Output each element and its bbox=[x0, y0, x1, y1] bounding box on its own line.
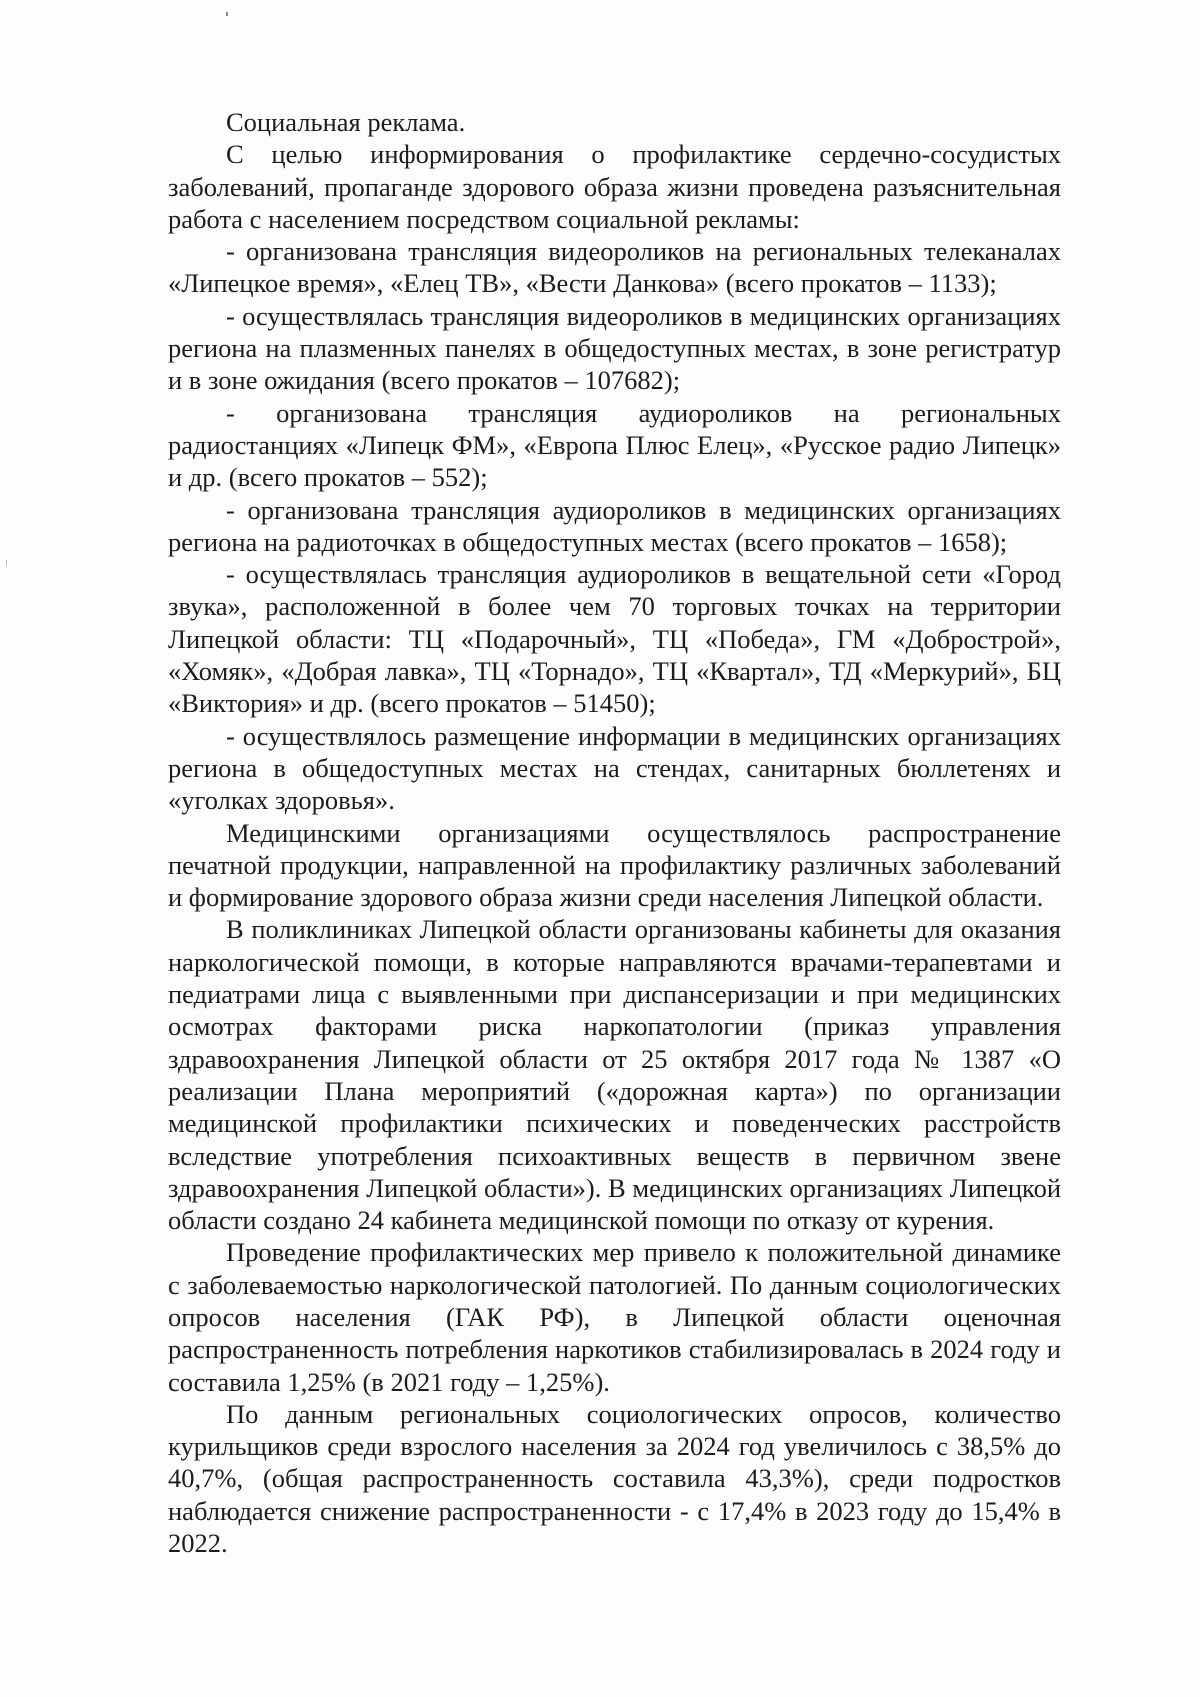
section-title: Социальная реклама. bbox=[226, 107, 466, 137]
scan-speck bbox=[6, 560, 7, 566]
list-item: - осуществлялась трансляция видеороликов в медицинских организациях региона на плазменных панелях в общедоступных местах, в зоне регистратур и в зоне ожидания (всего прокатов – 107682); bbox=[168, 300, 1061, 396]
list-item: - организована трансляция аудиороликов на региональных радиостанциях «Липецк ФМ», «Европа Плюс Елец», «Русское радио Липецк» и др. (всего прокатов – 552); bbox=[168, 397, 1061, 493]
body-paragraph: По данным региональных социологических опросов, количество курильщиков среди взрослого населения за 2024 год увеличилось с 38,5% до 40,7%, (общая распространенность составила 43,3%), среди подростков наблюдается снижение распространенности - с 17,4% в 2023 году до 15,4% в 2022. bbox=[168, 1398, 1061, 1559]
document-body bbox=[168, 106, 1061, 1559]
list-item: - организована трансляция аудиороликов в медицинских организациях региона на радиоточках в общедоступных местах (всего прокатов – 1658); bbox=[168, 494, 1061, 557]
body-paragraph: В поликлиниках Липецкой области организованы кабинеты для оказания наркологической помощи, в которые направляются врачами-терапевтами и педиатрами лица с выявленными при диспансеризации и при медицинских осмотрах факторами риска наркопатологии (приказ управления здравоохранения Липецкой области от 25 октября 2017 года № 1387 «О реализации Плана мероприятий («дорожная карта») по организации медицинской профилактики психических и поведенческих расстройств вследствие употребления психоактивных веществ в первичном звене здравоохранения Липецкой области»). В медицинских организациях Липецкой области создано 24 кабинета медицинской помощи по отказу от курения. bbox=[168, 914, 1061, 1236]
list-item: - осуществлялась трансляция аудиороликов в вещательной сети «Город звука», расположенной в более чем 70 торговых точках на территории Липецкой области: ТЦ «Подарочный», ТЦ «Победа», ГМ «Доброcтрой», «Хомяк», «Добрая лавка», ТЦ «Торнадо», ТЦ «Квартал», ТД «Меркурий», БЦ «Виктория» и др. (всего прокатов – 51450); bbox=[168, 559, 1061, 719]
body-paragraph: Проведение профилактических мер привело к положительной динамике с заболеваемостью наркологической патологией. По данным социологических опросов населения (ГАК РФ), в Липецкой области оценочная распространенность потребления наркотиков стабилизировалась в 2024 году и составила 1,25% (в 2021 году – 1,25%). bbox=[168, 1237, 1061, 1397]
scan-speck bbox=[226, 12, 228, 16]
list-item: - осуществлялось размещение информации в медицинских организациях региона в общедоступных местах на стендах, санитарных бюллетенях и «уголках здоровья». bbox=[168, 720, 1061, 816]
list-item: - организована трансляция видеороликов на региональных телеканалах «Липецкое время», «Елец ТВ», «Вести Данкова» (всего прокатов – 1133); bbox=[168, 236, 1061, 299]
body-paragraph: Медицинскими организациями осуществлялось распространение печатной продукции, направленной на профилактику различных заболеваний и формирование здорового образа жизни среди населения Липецкой области. bbox=[168, 817, 1061, 913]
intro-paragraph: С целью информирования о профилактике сердечно-сосудистых заболеваний, пропаганде здорового образа жизни проведена разъяснительная работа с населением посредством социальной рекламы: bbox=[168, 139, 1061, 234]
